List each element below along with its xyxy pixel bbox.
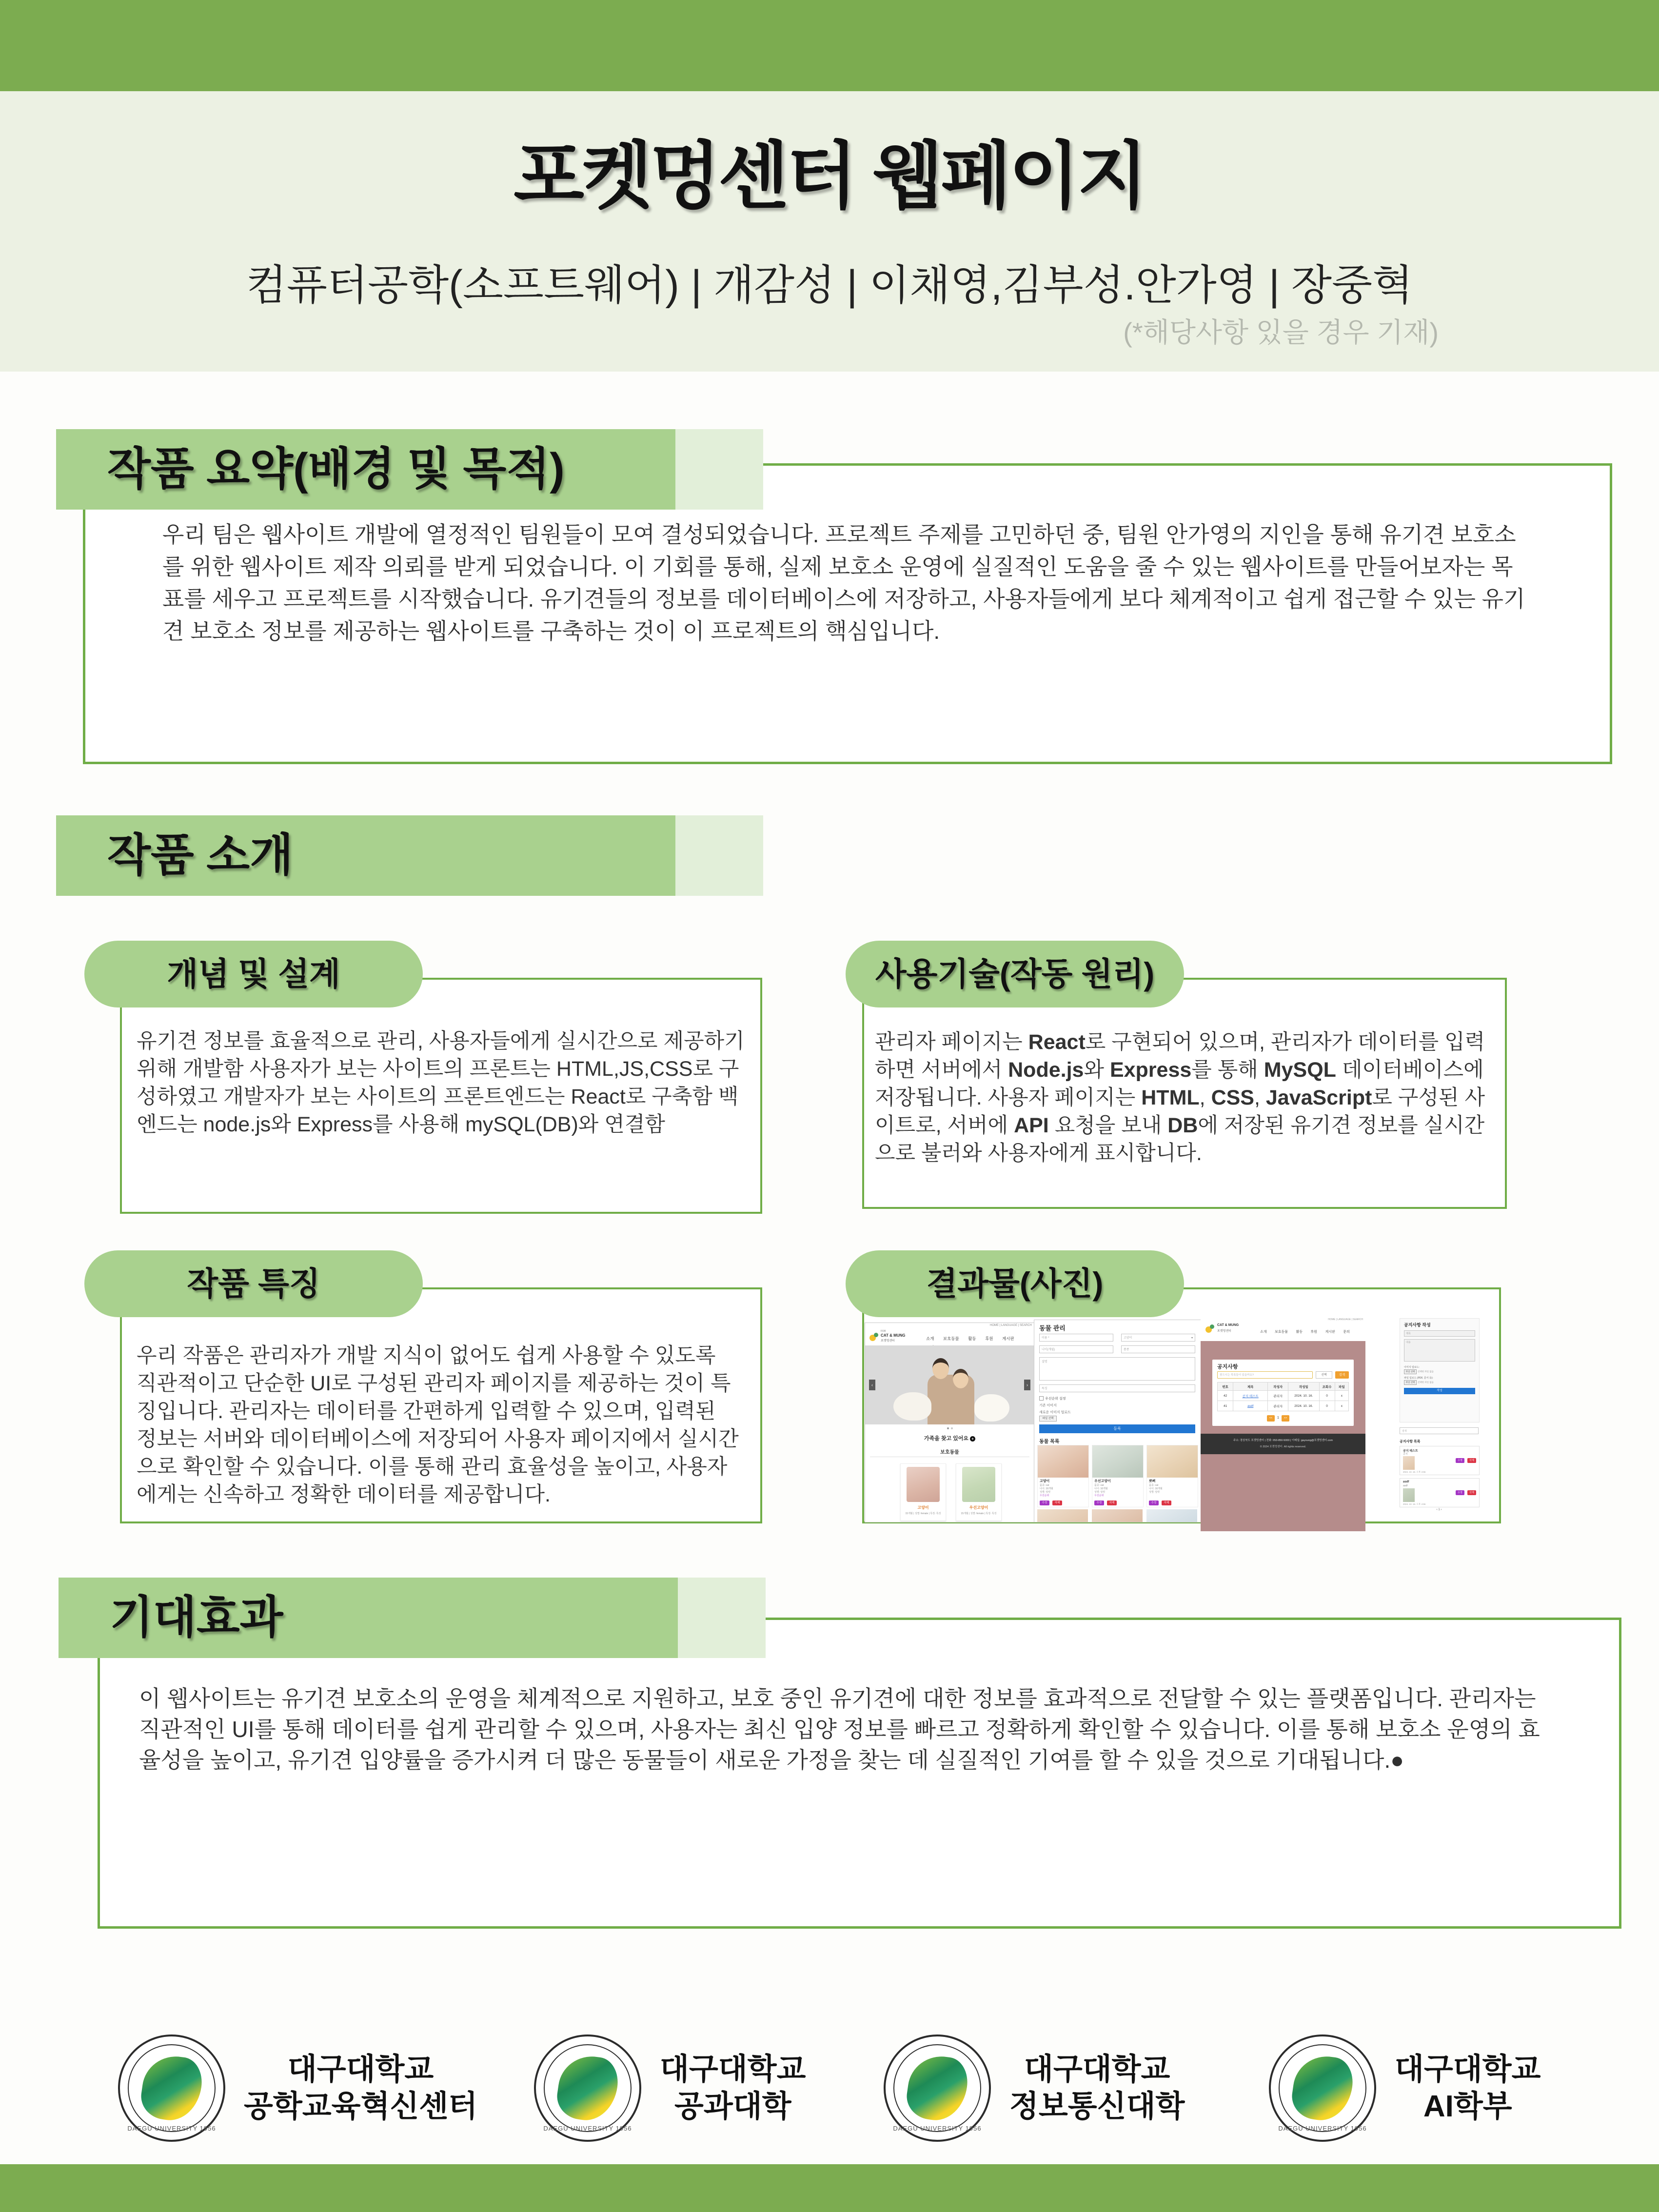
cell: 41 [1218,1401,1233,1411]
admin-input-feature: 특징 [1039,1384,1195,1392]
animal-priority: 우선순위 [1040,1494,1049,1497]
admin-input-age: 나이(개월) [1039,1345,1113,1353]
notice-nav [1257,1326,1353,1335]
bottom-green-bar [0,2164,1659,2212]
notice-search-button: 검색 [1335,1371,1349,1379]
notice-title: 공지사항 [1217,1364,1238,1370]
admin-input-breed: 품종 [1121,1345,1195,1353]
logo-label [1009,2051,1185,2125]
seal-text: DAEGU UNIVERSITY 1956 [893,2125,982,2132]
notice-table [1217,1382,1349,1411]
hero-dog-right [974,1394,1009,1422]
screenshot-homepage [865,1323,1035,1522]
notice-nav-item: 후원 [1310,1330,1318,1334]
pagination-next-button: >> [1282,1415,1289,1422]
screenshot-notice [1201,1317,1365,1531]
home-topbar-links: HOME | LANGUAGE | SEARCH [989,1324,1032,1327]
page-note: (*해당사항 있을 경우 기재) [1123,317,1439,348]
home-nav-item: 활동 [968,1336,976,1341]
section-title-intro: 작품 소개 [107,830,294,880]
concept-body: 유기견 정보를 효율적으로 관리, 사용자들에게 실시간으로 제공하기 위해 개발함 사용자가 보는 사이트의 프론트는 HTML,JS,CSS로 구성하였고 개발자가 보는 사이트의 프론트엔드는 React로 구축함 백엔드는 node.js와 Express를 사용해 mySQL(DB)와 연결함 [137,1029,745,1136]
seal-text: DAEGU UNIVERSITY 1956 [1278,2125,1367,2132]
plus-circle-icon: + [970,1436,975,1442]
page-subtitle: 컴퓨터공학(소프트웨어) | 개감성 | 이채영,김부성.안가영 | 장중혁 [246,262,1413,309]
notice-footer-line1: 주소: 경상북도 포켓멍센터 | 전화: 053-850-5000 | 이메일: gayoung@포켓멍센터.com [1233,1439,1333,1442]
university-seal-icon [534,2034,641,2142]
cell: 2024. 10. 16. [1288,1391,1319,1401]
admin-list-title: 동물 목록 [1039,1439,1060,1444]
cell: x [1335,1391,1348,1401]
animal-delete-button: 삭제 [1052,1501,1062,1505]
section-title-expected: 기대효과 [110,1593,283,1642]
logo-label-line2: 정보통신대학 [1009,2090,1185,2123]
animal-line: 성별: 암컷 [1040,1491,1051,1494]
pet-card-meta: 15개월 | 성별: female | 특징: 특징 [905,1512,941,1515]
carousel-next-icon: › [1024,1380,1030,1390]
pill-concept: 개념 및 설계 [84,941,423,1007]
logo-label [244,2051,477,2125]
item-title: asdf [1403,1481,1409,1483]
pet-card-name: 우선고양이 [969,1505,988,1510]
item-edit-button: 수정 [1456,1458,1464,1463]
notice-nav-item: 활동 [1296,1330,1303,1334]
hero-person-head [932,1358,949,1379]
write-panel [1400,1318,1480,1422]
logo-label [1395,2051,1540,2125]
animal-line: 성별: 암컷 [1094,1491,1106,1494]
logo-label-line1: 대구대학교 [287,2053,434,2087]
home-logo-name: CAT & MUNG [881,1333,906,1338]
item-edit-button: 수정 [1456,1490,1464,1495]
animal-line: 성별: 암컷 [1149,1491,1160,1494]
col-header: 조회수 [1319,1382,1335,1391]
section-header-expected-accent [678,1578,766,1658]
page-title: 포켓멍센터 웹페이지 [514,135,1146,217]
write-file-none: 선택한 파일 없음 [1418,1370,1434,1373]
notice-table-row [1218,1391,1349,1401]
chevron-down-icon: ▾ [1191,1337,1193,1340]
admin-textarea-desc: 설명 [1039,1357,1195,1381]
university-seal-icon [1269,2034,1376,2142]
tech-body: 관리자 페이지는 React로 구현되어 있으며, 관리자가 데이터를 입력하면 서버에서 Node.js와 Express를 통해 MySQL 데이터베이스에 저장됩니다. 사용자 페이지는 HTML, CSS, JavaScript로 구성된 사이트로, 서버에 API 요청을 보내 DB에 저장된 유기견 정보를 실시간으로 불러와 사용자에게 표시합니다. [875,1030,1485,1165]
pet-card [900,1463,946,1521]
logo-label [660,2051,806,2125]
logo-label-line1: 대구대학교 [1024,2053,1170,2087]
expected-body: 이 웹사이트는 유기견 보호소의 운영을 체계적으로 지원하고, 보호 중인 유기견에 대한 정보를 효과적으로 전달할 수 있는 플랫폼입니다. 관리자는 직관적인 UI를 통해 데이터를 쉽게 관리할 수 있으며, 사용자는 최신 입양 정보를 빠르고 정확하게 확인할 수 있습니다. 이를 통해 보호소 운영의 효율성을 높이고, 유기견 입양률을 증가시켜 더 많은 동물들이 새로운 가정을 찾는 데 실질적인 기여를 할 수 있을 것으로 기대됩니다.● [139,1686,1540,1773]
animal-card [1146,1445,1198,1507]
logo-label-line1: 대구대학교 [660,2053,806,2087]
section-title-summary: 작품 요약(배경 및 목적) [107,444,565,494]
item-thumbnail [1403,1488,1415,1502]
animal-line: 품종: cat [1094,1484,1104,1487]
animal-line: 나이: 16개월 [1149,1487,1163,1490]
item-delete-button: 삭제 [1467,1490,1476,1495]
notice-link: asdf [1233,1401,1268,1411]
home-hero-caption [865,1434,1034,1442]
cell: x [1335,1401,1348,1411]
animal-line: 품종: cat [1040,1484,1049,1487]
notice-nav-item: 소개 [1260,1330,1267,1334]
animal-edit-button: 수정 [1149,1501,1159,1505]
notice-logo-name: CAT & MUNG [1217,1323,1239,1327]
write-file-label: 파일 업로드 (PDF, 문서 등): [1404,1377,1433,1380]
cell: 42 [1218,1391,1233,1401]
write-file-button: 파일 선택 [1404,1380,1417,1385]
write-file-none: 선택한 파일 없음 [1418,1381,1434,1383]
pill-tech: 사용기술(작동 원리) [846,941,1184,1007]
hero-person2-head [953,1369,968,1388]
home-logo-for: FOR [881,1330,886,1333]
pet-card-name: 고양이 [917,1505,929,1510]
pet-card [956,1463,1002,1521]
notice-footer-line2: © 2024 포켓멍센터. All rights reserved. [1260,1445,1306,1448]
footer-logo-ict [884,2034,1185,2142]
home-logo-sub: 포켓멍센터 [881,1340,895,1343]
animal-line: 나이: 16개월 [1094,1487,1108,1490]
admin-select-type: 고양이 [1121,1334,1195,1342]
write-title: 공지사항 작성 [1404,1323,1431,1327]
pet-card-meta: 15개월 | 성별: female | 특징: 특징 [961,1512,997,1515]
footer-logo-ai [1269,2034,1540,2142]
write-search-input: 검색 [1400,1427,1479,1434]
pagination-prev-button: << [1267,1415,1275,1422]
col-header: 작성일 [1288,1382,1319,1391]
notice-topbar-links: HOME | LANGUAGE | SEARCH [1328,1318,1363,1321]
item-thumbnail [1403,1456,1415,1470]
admin-existing-label: 기존 이미지 [1039,1404,1057,1407]
animal-edit-button: 수정 [1040,1501,1049,1505]
logo-label-line2: 공학교육혁신센터 [244,2090,478,2123]
animal-line: 나이: 16개월 [1040,1487,1053,1490]
admin-newimage-label: 새로운 이미지 업로드 [1039,1411,1071,1414]
screenshot-admin [1034,1320,1202,1522]
pagination-page-number: 1 [1277,1416,1279,1420]
screenshot-notice-write [1395,1314,1483,1514]
cell: 0 [1319,1401,1335,1411]
animal-priority: 우선순위 [1094,1494,1104,1497]
paw-logo-icon [1205,1324,1214,1333]
animal-photo [1038,1445,1088,1478]
notice-footer [1201,1434,1365,1454]
logo-label-line1: 대구대학교 [1395,2053,1541,2087]
carousel-prev-icon: ‹ [869,1380,875,1390]
home-section-title: 보호동물 [940,1450,959,1455]
section-header-summary-accent [675,429,763,510]
notice-nav-item: 보호동물 [1274,1330,1288,1334]
animal-name: 뽀삐 [1149,1480,1156,1483]
animal-name: 우선고양이 [1094,1480,1111,1483]
notice-link: 공지 테스트 [1233,1391,1268,1401]
footer-logo-engineering [534,2034,806,2142]
item-sub: asdf [1403,1484,1408,1487]
col-header: 파일 [1335,1382,1348,1391]
write-input-title: 제목 [1404,1330,1475,1337]
features-box [120,1287,762,1523]
animal-photo [1037,1509,1088,1522]
notice-item-card [1400,1478,1480,1507]
notice-logo-sub: 포켓멍센터 [1217,1330,1231,1333]
notice-nav-item: 게시판 [1325,1330,1335,1334]
item-date: 2024. 10. 16. 오후 4:55 [1403,1471,1426,1473]
item-date: 2024. 10. 16. 오후 4:55 [1403,1503,1426,1505]
hero-caption-text: 가족을 찾고 있어요 [924,1436,969,1442]
notice-item-card [1400,1446,1480,1475]
notice-select: 선택 [1316,1371,1332,1379]
animal-delete-button: 삭제 [1107,1501,1117,1505]
animal-photo [1092,1509,1143,1522]
carousel-dot [951,1427,953,1429]
notice-nav-item: 문의 [1343,1330,1350,1334]
pet-card-photo [907,1467,940,1502]
pill-results: 결과물(사진) [846,1250,1184,1317]
item-sub: 공지 [1403,1453,1408,1456]
col-header: 제목 [1233,1382,1268,1391]
home-hero-photo [865,1345,1034,1424]
logo-label-line2: 공과대학 [674,2090,791,2123]
write-image-label: 이미지 업로드: [1404,1366,1420,1369]
notice-navbar [1201,1317,1365,1341]
pet-card-photo [962,1467,995,1502]
concept-box [120,978,762,1214]
home-nav-item: 보호동물 [943,1336,959,1341]
notice-table-row [1218,1401,1349,1411]
animal-delete-button: 삭제 [1162,1501,1171,1505]
write-textarea-content: 내용 [1404,1339,1475,1362]
summary-body: 우리 팀은 웹사이트 개발에 열정적인 팀원들이 모여 결성되었습니다. 프로젝트 주제를 고민하던 중, 팀원 안가영의 지인을 통해 유기견 보호소를 위한 웹사이트 제작 의뢰를 받게 되었습니다. 이 기회를 통해, 실제 보호소 운영에 실질적인 도움을 줄 수 있는 웹사이트를 만들어보자는 목표를 세우고 프로젝트를 시작했습니다. 유기견들의 정보를 데이터베이스에 저장하고, 사용자들에게 보다 체계적이고 쉽게 접근할 수 있는 유기견 보호소 정보를 제공하는 웹사이트를 구축하는 것이 이 프로젝트의 핵심입니다. [162,522,1525,644]
university-seal-icon [884,2034,991,2142]
cell: 0 [1319,1391,1335,1401]
item-title: 공지 테스트 [1403,1450,1418,1453]
write-list-title: 공지사항 목록 [1400,1440,1421,1443]
cell: 관리자 [1268,1401,1288,1411]
col-header: 작성자 [1268,1382,1288,1391]
pill-features: 작품 특징 [84,1250,423,1317]
animal-card [1037,1445,1089,1507]
admin-input-name: 이름 * [1039,1334,1113,1342]
paw-logo-icon [869,1333,878,1342]
animal-photo [1146,1509,1197,1522]
home-nav-item: 후원 [985,1336,993,1341]
notice-card [1212,1360,1354,1426]
seal-text: DAEGU UNIVERSITY 1956 [127,2125,216,2132]
animal-line: 품종: cat [1149,1484,1159,1487]
animal-card [1092,1445,1144,1507]
cell: 관리자 [1268,1391,1288,1401]
tech-box [862,978,1507,1209]
admin-title: 동물 관리 [1039,1324,1066,1332]
animal-name: 고양이 [1040,1480,1050,1483]
footer-logo-innovation [118,2034,477,2142]
carousel-dot [947,1427,949,1429]
col-header: 번호 [1218,1382,1233,1391]
university-seal-icon [118,2034,225,2142]
admin-file-button: 파일 선택 [1039,1416,1057,1422]
write-file-button: 파일 선택 [1404,1369,1417,1374]
expected-box [98,1618,1621,1929]
hero-dog-left [893,1392,931,1421]
home-nav-item: 소개 [926,1336,934,1341]
notice-table-header-row [1218,1382,1349,1391]
section-header-intro-accent [675,815,763,896]
seal-text: DAEGU UNIVERSITY 1956 [543,2125,632,2132]
cell: 2024. 10. 16. [1288,1401,1319,1411]
animal-photo [1147,1445,1198,1478]
admin-checkbox-label: 우선순위 설정 [1045,1397,1066,1401]
notice-search-input: 찾으시는 목록들이 있을까요? [1217,1371,1313,1379]
write-submit-button: 작성 [1404,1388,1475,1394]
write-pagination: ‹ 1 › [1436,1508,1442,1511]
top-green-bar [0,0,1659,91]
animal-photo [1092,1445,1143,1478]
features-body: 우리 작품은 관리자가 개발 지식이 없어도 쉽게 사용할 수 있도록 직관적이고 단순한 UI로 구성된 관리자 페이지를 제공하는 것이 특징입니다. 관리자는 데이터를 간편하게 입력할 수 있으며, 입력된 정보는 서버와 데이터베이스에 저장되어 사용자 페이지에서 실시간으로 확인할 수 있습니다. 이를 통해 관리 효율성을 높이고, 사용자에게는 신속하고 정확한 데이터를 제공합니다. [137,1344,739,1506]
home-nav-item: 게시판 [1002,1336,1014,1341]
item-delete-button: 삭제 [1467,1458,1476,1463]
admin-checkbox [1039,1396,1044,1401]
animal-edit-button: 수정 [1094,1501,1104,1505]
admin-submit-button: 등록 [1039,1424,1195,1433]
logo-label-line2: AI학부 [1423,2090,1512,2123]
